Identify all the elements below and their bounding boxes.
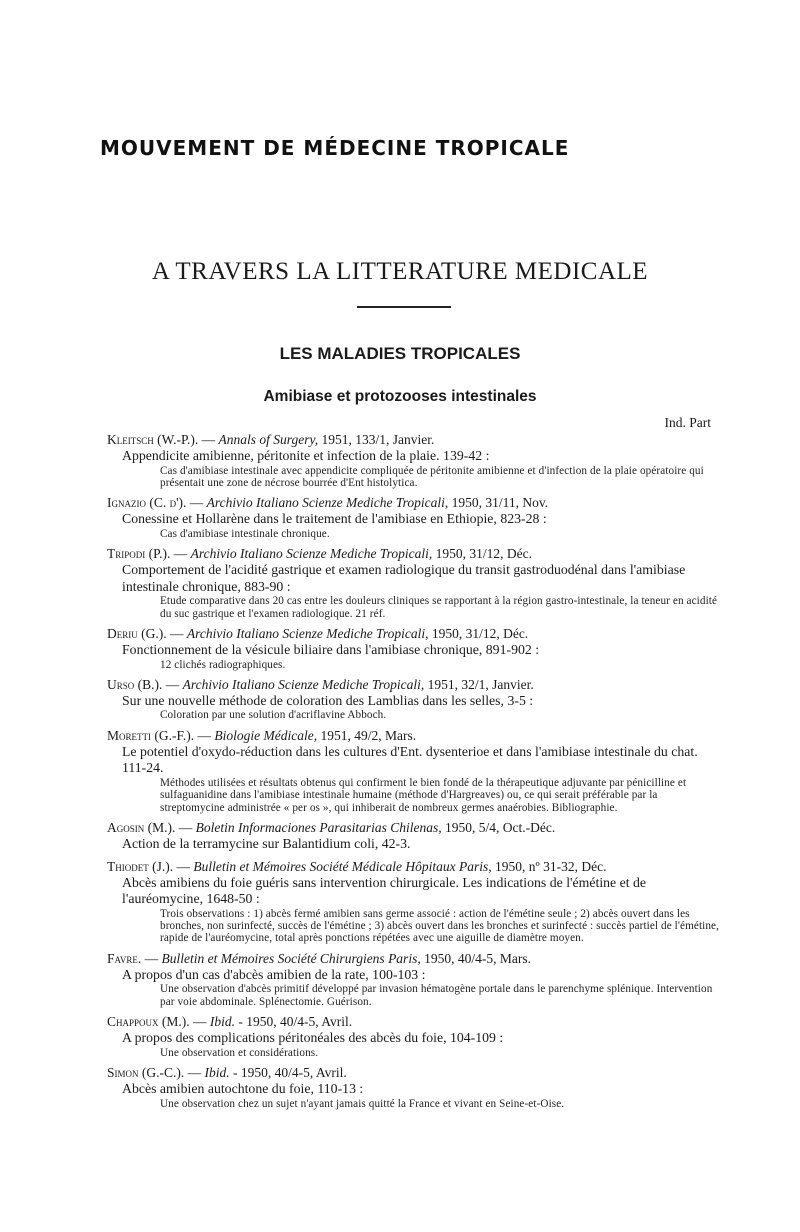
article-title: Abcès amibiens du foie guéris sans intervention chirurgicale. Les indications de l'émétine et de l'auréomycine, 1648-50 : [122, 874, 647, 907]
abstract: Etude comparative dans 20 cas entre les douleurs cliniques se rapportant à la région gastro-intestinale, la teneur en acidité du suc gastrique et l'examen radiologique. 21 réf. [160, 595, 718, 620]
journal: Ibid. [209, 1014, 236, 1030]
main-title: A TRAVERS LA LITTERATURE MEDICALE [151, 258, 649, 285]
journal: Ibid. [204, 1065, 230, 1080]
separator: — [186, 495, 207, 511]
section-title: LES MALADIES TROPICALES [279, 344, 521, 363]
separator: — [166, 626, 187, 642]
citation [107, 820, 720, 836]
citation [107, 951, 720, 967]
bibliography-entry [107, 495, 720, 540]
citation [107, 1014, 720, 1030]
abstract: Une observation d'abcès primitif développé par invasion hématogène portale dans le parenchyme splénique. Intervention par voie abdominale. Splénectomie. Guérison. [160, 983, 713, 1008]
citation [107, 546, 720, 562]
separator: — [175, 820, 196, 836]
publication-details: 1950, 31/11, Nov. [448, 495, 549, 511]
author: Favre. [107, 950, 142, 966]
abstract: Une observation et considérations. [160, 1046, 319, 1059]
separator: — [194, 727, 215, 743]
article-title: Le potentiel d'oxydo-réduction dans les cultures d'Ent. dysenterioe et dans l'amibiase intestinale du chat. 111-24. [122, 743, 698, 776]
journal: Annals of Surgery, [218, 432, 319, 447]
author: Urso (B.). [107, 676, 163, 692]
citation [107, 1065, 720, 1081]
bibliography-entry [107, 859, 720, 945]
article-title: Appendicite amibienne, péritonite et infection de la plaie. 139-42 : [122, 448, 490, 463]
citation [107, 859, 720, 875]
bibliography-entry [107, 1014, 720, 1059]
running-head: MOUVEMENT DE MÉDECINE TROPICALE [100, 136, 570, 160]
article-title: A propos des complications péritonéales des abcès du foie, 104-109 : [122, 1030, 504, 1046]
title-rule [357, 306, 451, 308]
citation [107, 677, 720, 693]
bibliography-entry [107, 677, 720, 722]
journal: Biologie Médicale, [214, 727, 318, 743]
publication-details: - 1950, 40/4-5, Avril. [229, 1065, 347, 1080]
article-title: Sur une nouvelle méthode de coloration des Lamblias dans les selles, 3-5 : [122, 692, 534, 708]
abstract: Cas d'amibiase intestinale chronique. [160, 527, 330, 540]
separator: — [141, 950, 162, 966]
bibliography-entry [107, 546, 720, 620]
separator: — [189, 1014, 210, 1030]
article-title: Comportement de l'acidité gastrique et examen radiologique du transit gastroduodénal dans l'amibiase intestinale chronique, 883-90 : [122, 562, 686, 594]
author: Deriu (G.). [107, 626, 167, 642]
publication-details: 1951, 133/1, Janvier. [318, 432, 435, 447]
author: Thiodet (J.). [107, 858, 174, 874]
article-title: Conessine et Hollarène dans le traitement de l'amibiase en Ethiopie, 823-28 : [122, 511, 547, 527]
publication-details: 1950, 31/12, Déc. [432, 546, 532, 562]
journal: Archivio Italiano Scienze Mediche Tropicali, [190, 546, 433, 562]
bibliography-list [107, 432, 720, 1112]
citation [107, 626, 720, 642]
bibliography-entry [107, 1065, 720, 1110]
ind-part-label: Ind. Part [664, 415, 711, 430]
article-title: Fonctionnement de la vésicule biliaire dans l'amibiase chronique, 891-902 : [122, 642, 540, 658]
abstract: Coloration par une solution d'acriflavine Abboch. [160, 709, 387, 722]
abstract: Trois observations : 1) abcès fermé amibien sans germe associé : action de l'émétine seule ; 2) abcès ouvert dans les bronches, non surinfecté, succès de l'émétine ; 3) abcès ouvert dans les bronches et surinfecté : succès partiel de l'émétine, rapide de l'auréomycine, total après ponctions répétées avec une aiguille de diamètre moyen. [160, 907, 720, 945]
bibliography-entry [107, 626, 720, 671]
citation [107, 432, 720, 448]
author: Moretti (G.-F.). [107, 727, 195, 743]
publication-details: 1951, 32/1, Janvier. [424, 676, 534, 692]
journal: Archivio Italiano Scienze Mediche Tropicali, [206, 495, 449, 511]
abstract: 12 clichés radiographiques. [160, 658, 286, 671]
bibliography-entry [107, 820, 720, 853]
abstract: Une observation chez un sujet n'ayant jamais quitté la France et vivant en Seine-et-Oise. [160, 1097, 565, 1110]
sub-title: Amibiase et protozooses intestinales [263, 388, 537, 405]
citation [107, 728, 720, 744]
author: Tripodi (P.). [107, 546, 171, 562]
publication-details: 1951, 49/2, Mars. [317, 727, 417, 743]
journal: Archivio Italiano Scienze Mediche Tropicali, [182, 676, 425, 692]
article-title: A propos d'un cas d'abcès amibien de la rate, 100-103 : [122, 966, 426, 982]
separator: — [184, 1065, 205, 1080]
journal: Boletin Informaciones Parasitarias Chilenas, [195, 820, 442, 836]
publication-details: 1950, 31/12, Déc. [428, 626, 529, 642]
citation [107, 495, 720, 511]
separator: — [198, 432, 219, 447]
publication-details: 1950, 5/4, Oct.-Déc. [441, 820, 556, 836]
author: Kleitsch (W.-P.). [107, 432, 199, 447]
abstract: Cas d'amibiase intestinale avec appendicite compliquée de péritonite amibienne et d'infection de la plaie opératoire qui présentait une zone de nécrose bourrée d'Ent histolytica. [160, 464, 704, 489]
separator: — [162, 676, 183, 692]
author: Chappoux (M.). [107, 1014, 190, 1030]
article-title: Action de la terramycine sur Balantidium coli, 42-3. [122, 836, 411, 852]
author: Simon (G.-C.). [107, 1065, 185, 1080]
bibliography-entry [107, 728, 720, 814]
separator: — [173, 858, 194, 874]
article-title: Abcès amibien autochtone du foie, 110-13 : [122, 1081, 364, 1096]
separator: — [170, 546, 191, 562]
abstract: Méthodes utilisées et résultats obtenus qui confirment le bien fondé de la thérapeutique adjuvante par pénicilline et sulfaguanidine dans l'amibiase intestinale humaine (méthode d'Hargreaves) ou, ce qui serait préférable par la streptomycine administrée « per os », qui inhiberait de nombreux germes anaérobies. Bibliographie. [160, 776, 687, 814]
bibliography-entry [107, 951, 720, 1008]
journal: Archivio Italiano Scienze Mediche Tropicali, [186, 626, 429, 642]
publication-details: - 1950, 40/4-5, Avril. [235, 1014, 353, 1030]
journal: Bulletin et Mémoires Société Médicale Hôpitaux Paris, [193, 858, 492, 874]
publication-details: 1950, 40/4-5, Mars. [420, 950, 531, 966]
journal: Bulletin et Mémoires Société Chirurgiens Paris, [161, 950, 421, 966]
author: Agosin (M.). [107, 820, 176, 836]
bibliography-entry [107, 432, 720, 489]
publication-details: 1950, nº 31-32, Déc. [491, 858, 607, 874]
author: Ignazio (C. d'). [107, 495, 187, 511]
